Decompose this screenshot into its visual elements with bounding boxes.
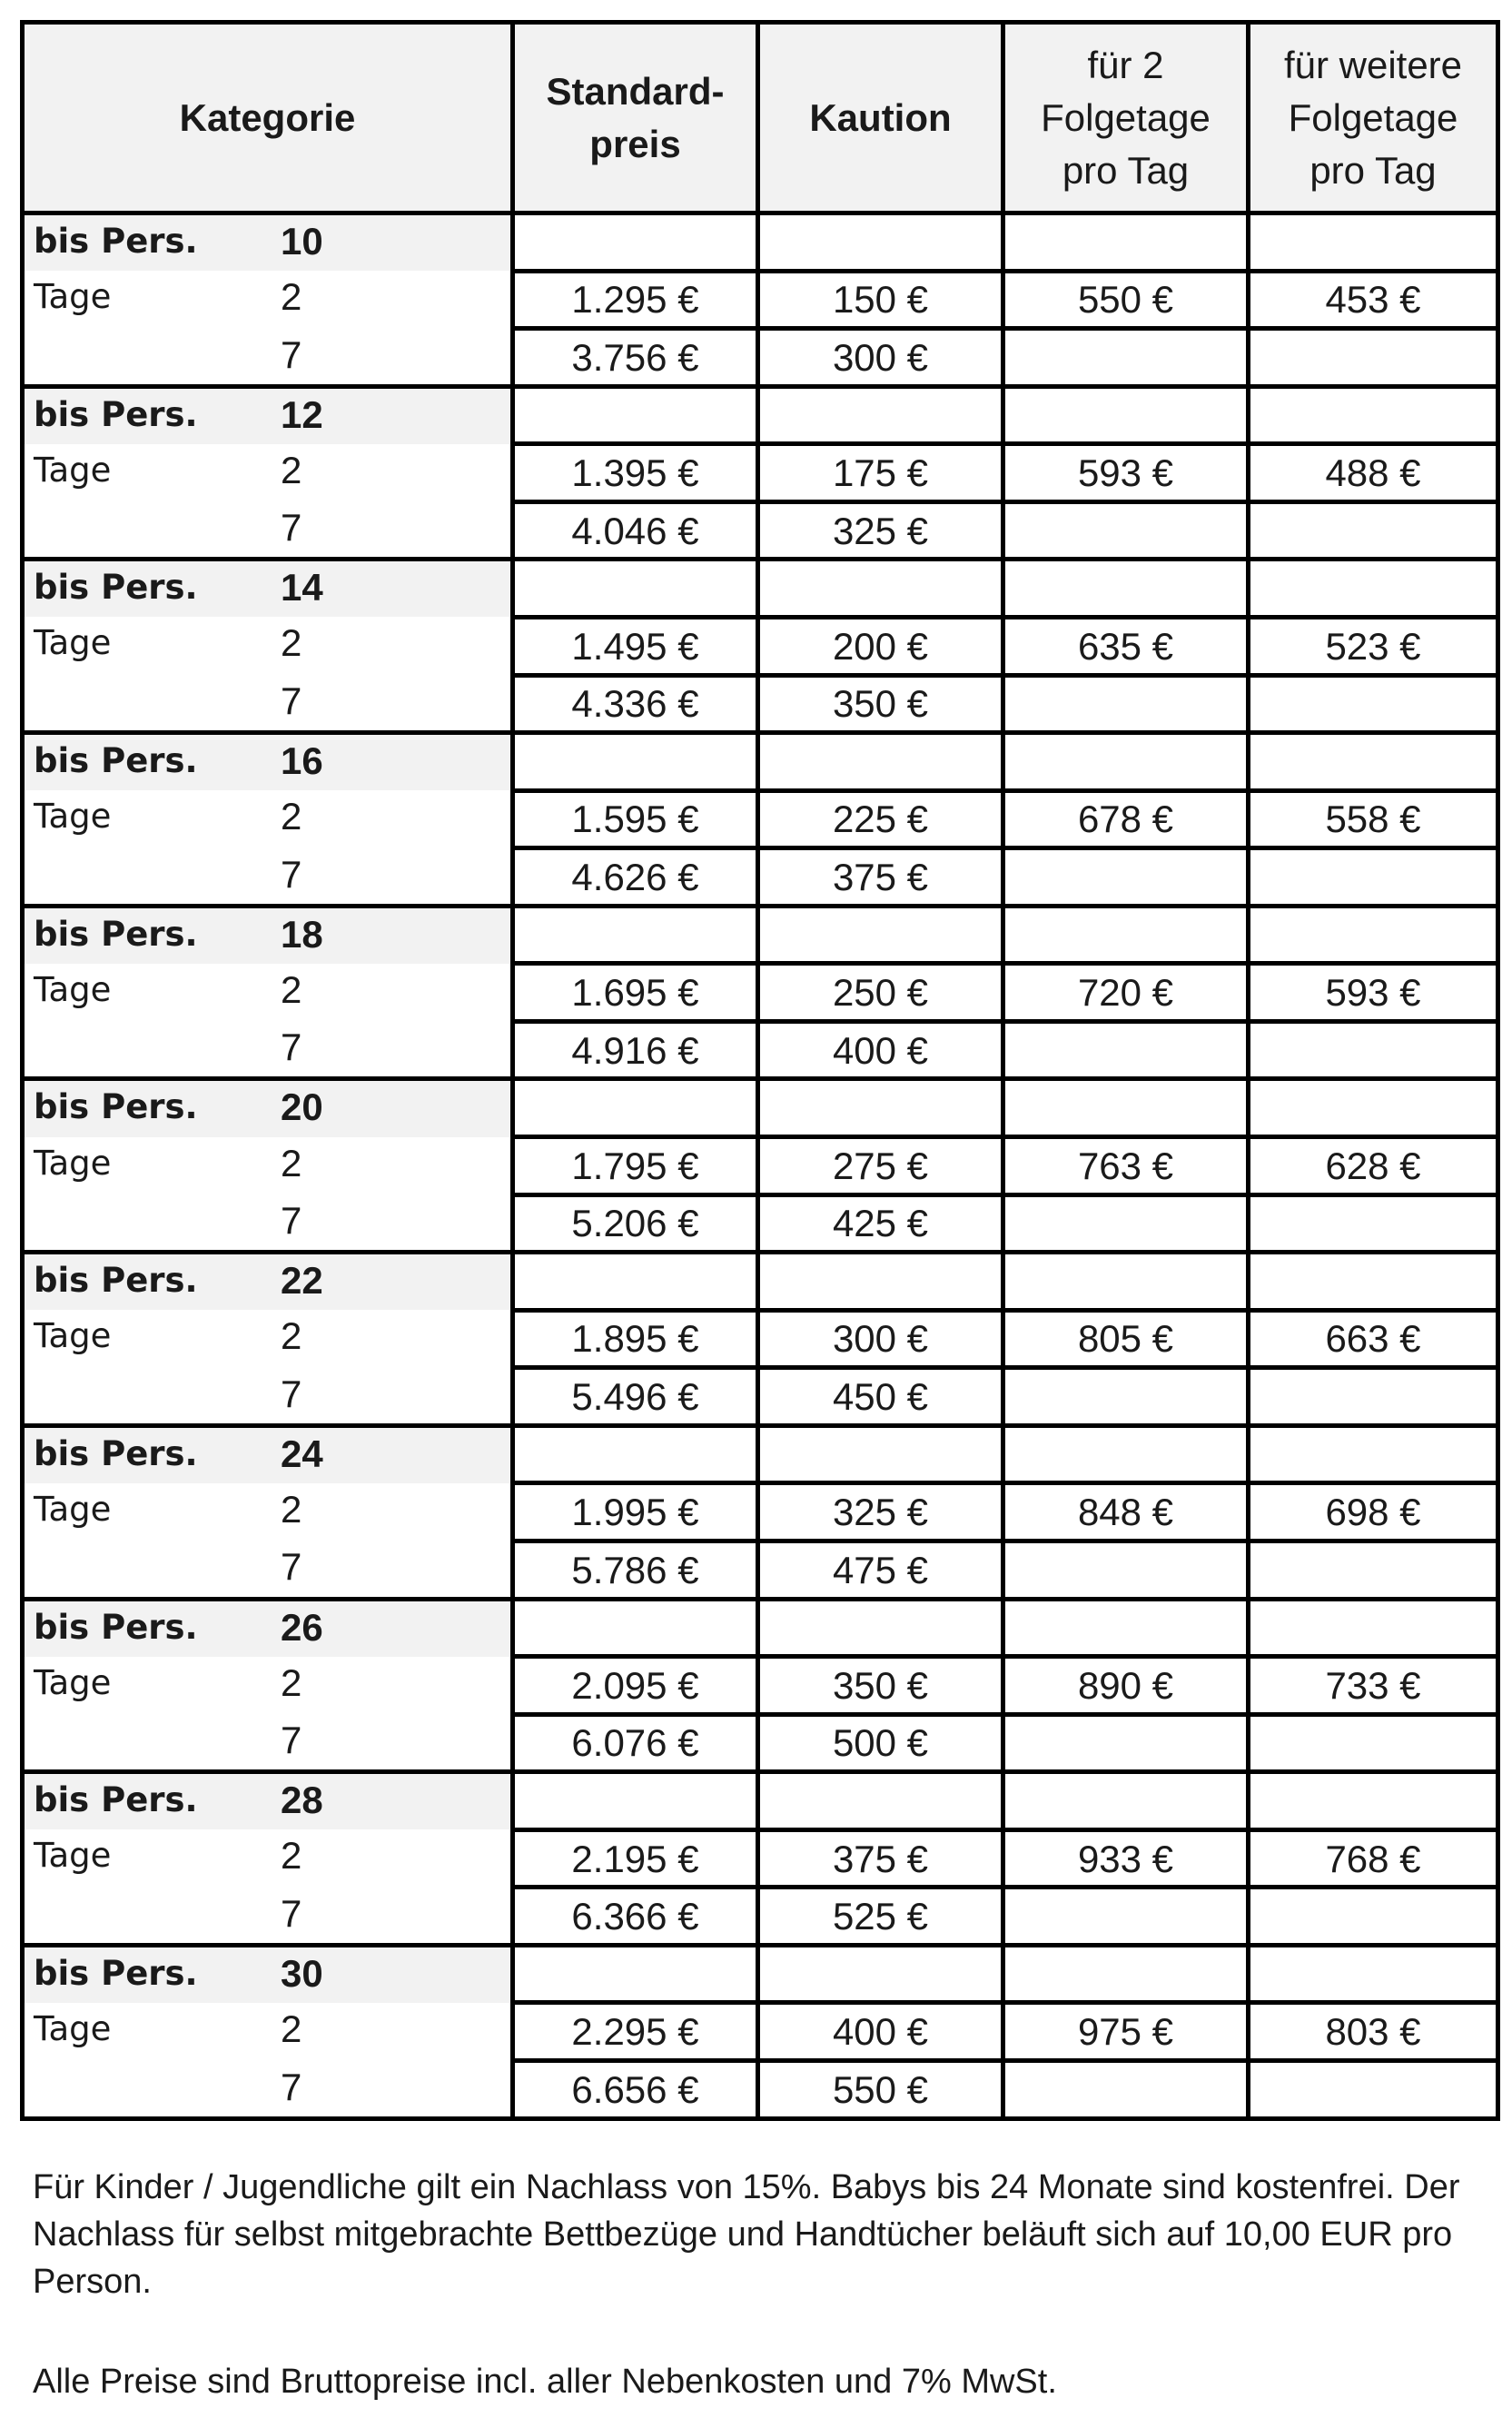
days-row <box>23 1483 1498 1541</box>
persons-count: 10 <box>281 220 323 263</box>
persons-row <box>23 1253 1498 1311</box>
kaution-cell <box>758 1425 1003 1483</box>
category-cell <box>23 560 513 618</box>
kaution-cell: 325 € <box>758 1483 1003 1541</box>
folgetage-2-cell <box>1003 1368 1249 1426</box>
folgetage-weitere-cell <box>1249 675 1498 733</box>
standard-price-cell: 2.095 € <box>513 1657 758 1715</box>
price-note: Alle Preise sind Bruttopreise incl. aller Nebenkosten und 7% MwSt. <box>33 2363 1057 2401</box>
standard-price-cell <box>513 1425 758 1483</box>
folgetage-2-cell <box>1003 386 1249 444</box>
standard-price-cell <box>513 1599 758 1657</box>
folgetage-weitere-cell <box>1249 906 1498 964</box>
standard-price-cell: 1.595 € <box>513 790 758 848</box>
category-cell <box>23 790 513 848</box>
folgetage-2-cell <box>1003 675 1249 733</box>
price-table <box>20 20 1500 2121</box>
standard-price-cell: 1.795 € <box>513 1137 758 1195</box>
bis-pers-label: bis Pers. <box>34 222 198 261</box>
kaution-cell <box>758 1079 1003 1137</box>
days-row <box>23 1137 1498 1195</box>
folgetage-weitere-cell: 663 € <box>1249 1310 1498 1368</box>
tage-label: Tage <box>34 277 112 317</box>
category-cell <box>23 1888 513 1946</box>
folgetage-weitere-cell <box>1249 560 1498 618</box>
folgetage-2-cell: 593 € <box>1003 444 1249 502</box>
folgetage-2-cell <box>1003 848 1249 907</box>
folgetage-weitere-cell: 523 € <box>1249 617 1498 675</box>
header-folgetage-weitere: für weitere Folgetage pro Tag <box>1249 23 1498 213</box>
folgetage-2-cell <box>1003 1945 1249 2003</box>
category-cell <box>23 1253 513 1311</box>
standard-price-cell <box>513 906 758 964</box>
standard-price-cell: 2.295 € <box>513 2003 758 2061</box>
kaution-cell: 450 € <box>758 1368 1003 1426</box>
kaution-cell: 200 € <box>758 617 1003 675</box>
kaution-cell <box>758 1253 1003 1311</box>
folgetage-weitere-cell <box>1249 1599 1498 1657</box>
standard-price-cell: 1.695 € <box>513 964 758 1022</box>
days-row <box>23 1829 1498 1888</box>
standard-price-cell <box>513 733 758 791</box>
days-count: 2 <box>281 1487 302 1531</box>
kaution-cell: 550 € <box>758 2061 1003 2119</box>
standard-price-cell <box>513 213 758 272</box>
kaution-cell: 350 € <box>758 1657 1003 1715</box>
kaution-cell: 400 € <box>758 2003 1003 2061</box>
folgetage-weitere-cell <box>1249 1253 1498 1311</box>
days-count: 7 <box>281 852 302 896</box>
folgetage-2-cell <box>1003 1599 1249 1657</box>
category-cell <box>23 1194 513 1253</box>
days-count: 2 <box>281 1141 302 1184</box>
category-cell <box>23 1368 513 1426</box>
days-row <box>23 1310 1498 1368</box>
standard-price-cell: 2.195 € <box>513 1829 758 1888</box>
category-cell <box>23 675 513 733</box>
persons-row <box>23 1945 1498 2003</box>
folgetage-2-cell: 848 € <box>1003 1483 1249 1541</box>
folgetage-weitere-cell <box>1249 2061 1498 2119</box>
folgetage-2-cell: 933 € <box>1003 1829 1249 1888</box>
folgetage-weitere-cell <box>1249 733 1498 791</box>
folgetage-2-cell: 720 € <box>1003 964 1249 1022</box>
days-row <box>23 2061 1498 2119</box>
folgetage-weitere-cell <box>1249 329 1498 387</box>
folgetage-2-cell <box>1003 1079 1249 1137</box>
folgetage-2-cell <box>1003 1425 1249 1483</box>
standard-price-cell: 4.916 € <box>513 1021 758 1079</box>
days-count: 7 <box>281 1199 302 1243</box>
days-count: 7 <box>281 679 302 722</box>
days-count: 2 <box>281 448 302 491</box>
folgetage-2-cell <box>1003 213 1249 272</box>
persons-row <box>23 560 1498 618</box>
discount-note: Für Kinder / Jugendliche gilt ein Nachlass von 15%. Babys bis 24 Monate sind kostenfrei. Der Nachlass für selbst mitgebrachte Bettbezüge und Handtücher beläuft sich auf 10,00 EUR pro Person. <box>33 2168 1460 2301</box>
days-count: 2 <box>281 275 302 319</box>
persons-row <box>23 213 1498 272</box>
category-cell <box>23 2003 513 2061</box>
category-cell <box>23 1714 513 1772</box>
kaution-cell: 300 € <box>758 329 1003 387</box>
folgetage-2-cell <box>1003 2061 1249 2119</box>
tage-label: Tage <box>34 623 112 663</box>
days-count: 2 <box>281 967 302 1011</box>
kaution-cell: 150 € <box>758 271 1003 329</box>
persons-row <box>23 1425 1498 1483</box>
days-row <box>23 501 1498 560</box>
kaution-cell: 275 € <box>758 1137 1003 1195</box>
standard-price-cell: 1.895 € <box>513 1310 758 1368</box>
category-cell <box>23 733 513 791</box>
bis-pers-label: bis Pers. <box>34 1433 198 1473</box>
folgetage-weitere-cell <box>1249 1541 1498 1599</box>
header-standardpreis: Standard- preis <box>513 23 758 213</box>
tage-label: Tage <box>34 1489 112 1529</box>
folgetage-weitere-cell: 698 € <box>1249 1483 1498 1541</box>
table-body <box>23 213 1498 2119</box>
persons-row <box>23 386 1498 444</box>
days-row <box>23 1368 1498 1426</box>
standard-price-cell: 5.206 € <box>513 1194 758 1253</box>
kaution-cell: 525 € <box>758 1888 1003 1946</box>
tage-label: Tage <box>34 1316 112 1356</box>
kaution-cell: 500 € <box>758 1714 1003 1772</box>
standard-price-cell: 5.496 € <box>513 1368 758 1426</box>
header-row <box>23 23 1498 213</box>
days-count: 2 <box>281 795 302 838</box>
tage-label: Tage <box>34 450 112 490</box>
persons-row <box>23 1772 1498 1830</box>
folgetage-weitere-cell: 628 € <box>1249 1137 1498 1195</box>
days-row <box>23 617 1498 675</box>
kaution-cell <box>758 560 1003 618</box>
category-cell <box>23 501 513 560</box>
kaution-cell <box>758 906 1003 964</box>
standard-price-cell <box>513 386 758 444</box>
days-count: 2 <box>281 621 302 665</box>
folgetage-2-cell <box>1003 733 1249 791</box>
bis-pers-label: bis Pers. <box>34 1261 198 1301</box>
persons-count: 12 <box>281 392 323 436</box>
folgetage-2-cell <box>1003 329 1249 387</box>
header-kaution: Kaution <box>758 23 1003 213</box>
kaution-cell: 400 € <box>758 1021 1003 1079</box>
days-count: 7 <box>281 1719 302 1762</box>
kaution-cell: 250 € <box>758 964 1003 1022</box>
folgetage-2-cell <box>1003 1714 1249 1772</box>
kaution-cell: 175 € <box>758 444 1003 502</box>
days-count: 7 <box>281 2065 302 2108</box>
folgetage-weitere-cell <box>1249 1194 1498 1253</box>
bis-pers-label: bis Pers. <box>34 394 198 434</box>
standard-price-cell <box>513 1079 758 1137</box>
days-count: 7 <box>281 1372 302 1415</box>
standard-price-cell: 4.046 € <box>513 501 758 560</box>
folgetage-2-cell <box>1003 1194 1249 1253</box>
category-cell <box>23 1079 513 1137</box>
persons-count: 20 <box>281 1085 323 1129</box>
folgetage-2-cell <box>1003 1888 1249 1946</box>
standard-price-cell: 4.626 € <box>513 848 758 907</box>
header-kategorie: Kategorie <box>23 23 513 213</box>
days-row <box>23 2003 1498 2061</box>
days-row <box>23 444 1498 502</box>
folgetage-weitere-cell <box>1249 1714 1498 1772</box>
kaution-cell <box>758 1945 1003 2003</box>
category-cell <box>23 444 513 502</box>
header-folgetage-2: für 2 Folgetage pro Tag <box>1003 23 1249 213</box>
kaution-cell: 225 € <box>758 790 1003 848</box>
kaution-cell <box>758 1772 1003 1830</box>
persons-count: 18 <box>281 912 323 956</box>
folgetage-weitere-cell: 768 € <box>1249 1829 1498 1888</box>
tage-label: Tage <box>34 797 112 837</box>
standard-price-cell <box>513 1253 758 1311</box>
days-row <box>23 1888 1498 1946</box>
persons-count: 30 <box>281 1951 323 1995</box>
folgetage-2-cell <box>1003 1253 1249 1311</box>
category-cell <box>23 1021 513 1079</box>
tage-label: Tage <box>34 2008 112 2048</box>
tage-label: Tage <box>34 1836 112 1876</box>
days-row <box>23 848 1498 907</box>
folgetage-weitere-cell <box>1249 1772 1498 1830</box>
standard-price-cell: 1.995 € <box>513 1483 758 1541</box>
days-row <box>23 790 1498 848</box>
folgetage-weitere-cell: 488 € <box>1249 444 1498 502</box>
folgetage-weitere-cell: 453 € <box>1249 271 1498 329</box>
folgetage-2-cell: 635 € <box>1003 617 1249 675</box>
kaution-cell: 375 € <box>758 1829 1003 1888</box>
folgetage-2-cell: 678 € <box>1003 790 1249 848</box>
category-cell <box>23 2061 513 2119</box>
persons-row <box>23 733 1498 791</box>
category-cell <box>23 271 513 329</box>
folgetage-2-cell: 890 € <box>1003 1657 1249 1715</box>
category-cell <box>23 906 513 964</box>
bis-pers-label: bis Pers. <box>34 914 198 954</box>
days-row <box>23 329 1498 387</box>
kaution-cell: 300 € <box>758 1310 1003 1368</box>
tage-label: Tage <box>34 969 112 1009</box>
kaution-cell: 325 € <box>758 501 1003 560</box>
folgetage-weitere-cell <box>1249 1368 1498 1426</box>
days-row <box>23 1021 1498 1079</box>
folgetage-weitere-cell: 593 € <box>1249 964 1498 1022</box>
folgetage-2-cell <box>1003 560 1249 618</box>
days-row <box>23 964 1498 1022</box>
persons-count: 22 <box>281 1259 323 1303</box>
days-row <box>23 1714 1498 1772</box>
days-count: 2 <box>281 1660 302 1704</box>
folgetage-weitere-cell: 558 € <box>1249 790 1498 848</box>
bis-pers-label: bis Pers. <box>34 1780 198 1820</box>
category-cell <box>23 386 513 444</box>
tage-label: Tage <box>34 1662 112 1702</box>
standard-price-cell: 6.656 € <box>513 2061 758 2119</box>
kaution-cell: 425 € <box>758 1194 1003 1253</box>
folgetage-weitere-cell: 803 € <box>1249 2003 1498 2061</box>
category-cell <box>23 1425 513 1483</box>
days-count: 7 <box>281 332 302 376</box>
category-cell <box>23 1541 513 1599</box>
days-row <box>23 1657 1498 1715</box>
folgetage-weitere-cell <box>1249 386 1498 444</box>
folgetage-weitere-cell: 733 € <box>1249 1657 1498 1715</box>
days-row <box>23 1541 1498 1599</box>
category-cell <box>23 213 513 272</box>
kaution-cell: 475 € <box>758 1541 1003 1599</box>
category-cell <box>23 1772 513 1830</box>
folgetage-weitere-cell <box>1249 501 1498 560</box>
folgetage-2-cell: 763 € <box>1003 1137 1249 1195</box>
kaution-cell <box>758 213 1003 272</box>
folgetage-2-cell <box>1003 906 1249 964</box>
folgetage-2-cell: 550 € <box>1003 271 1249 329</box>
bis-pers-label: bis Pers. <box>34 741 198 781</box>
days-count: 7 <box>281 506 302 550</box>
kaution-cell <box>758 733 1003 791</box>
category-cell <box>23 1137 513 1195</box>
bis-pers-label: bis Pers. <box>34 568 198 608</box>
folgetage-weitere-cell <box>1249 213 1498 272</box>
kaution-cell: 350 € <box>758 675 1003 733</box>
persons-count: 26 <box>281 1605 323 1649</box>
days-count: 7 <box>281 1026 302 1069</box>
days-row <box>23 1194 1498 1253</box>
standard-price-cell: 1.295 € <box>513 271 758 329</box>
category-cell <box>23 1483 513 1541</box>
folgetage-2-cell <box>1003 501 1249 560</box>
persons-count: 14 <box>281 566 323 609</box>
category-cell <box>23 329 513 387</box>
category-cell <box>23 1310 513 1368</box>
folgetage-weitere-cell <box>1249 1079 1498 1137</box>
folgetage-2-cell <box>1003 1772 1249 1830</box>
category-cell <box>23 1829 513 1888</box>
folgetage-2-cell <box>1003 1541 1249 1599</box>
standard-price-cell <box>513 1772 758 1830</box>
kaution-cell <box>758 386 1003 444</box>
kaution-cell <box>758 1599 1003 1657</box>
category-cell <box>23 848 513 907</box>
days-row <box>23 675 1498 733</box>
folgetage-weitere-cell <box>1249 1021 1498 1079</box>
category-cell <box>23 1599 513 1657</box>
category-cell <box>23 964 513 1022</box>
category-cell <box>23 1657 513 1715</box>
folgetage-2-cell <box>1003 1021 1249 1079</box>
bis-pers-label: bis Pers. <box>34 1607 198 1647</box>
persons-row <box>23 1079 1498 1137</box>
persons-count: 16 <box>281 739 323 783</box>
kaution-cell: 375 € <box>758 848 1003 907</box>
category-cell <box>23 1945 513 2003</box>
persons-count: 28 <box>281 1779 323 1822</box>
days-count: 2 <box>281 2007 302 2050</box>
days-row <box>23 271 1498 329</box>
persons-row <box>23 906 1498 964</box>
folgetage-weitere-cell <box>1249 848 1498 907</box>
days-count: 7 <box>281 1891 302 1935</box>
bis-pers-label: bis Pers. <box>34 1953 198 1993</box>
folgetage-2-cell: 805 € <box>1003 1310 1249 1368</box>
folgetage-2-cell: 975 € <box>1003 2003 1249 2061</box>
standard-price-cell: 5.786 € <box>513 1541 758 1599</box>
standard-price-cell <box>513 560 758 618</box>
folgetage-weitere-cell <box>1249 1888 1498 1946</box>
tage-label: Tage <box>34 1143 112 1183</box>
days-count: 2 <box>281 1314 302 1358</box>
persons-count: 24 <box>281 1432 323 1475</box>
standard-price-cell: 4.336 € <box>513 675 758 733</box>
standard-price-cell: 1.395 € <box>513 444 758 502</box>
standard-price-cell: 1.495 € <box>513 617 758 675</box>
days-count: 2 <box>281 1834 302 1878</box>
standard-price-cell: 6.076 € <box>513 1714 758 1772</box>
category-cell <box>23 617 513 675</box>
folgetage-weitere-cell <box>1249 1425 1498 1483</box>
persons-row <box>23 1599 1498 1657</box>
standard-price-cell <box>513 1945 758 2003</box>
folgetage-weitere-cell <box>1249 1945 1498 2003</box>
standard-price-cell: 6.366 € <box>513 1888 758 1946</box>
standard-price-cell: 3.756 € <box>513 329 758 387</box>
days-count: 7 <box>281 1545 302 1589</box>
bis-pers-label: bis Pers. <box>34 1087 198 1127</box>
